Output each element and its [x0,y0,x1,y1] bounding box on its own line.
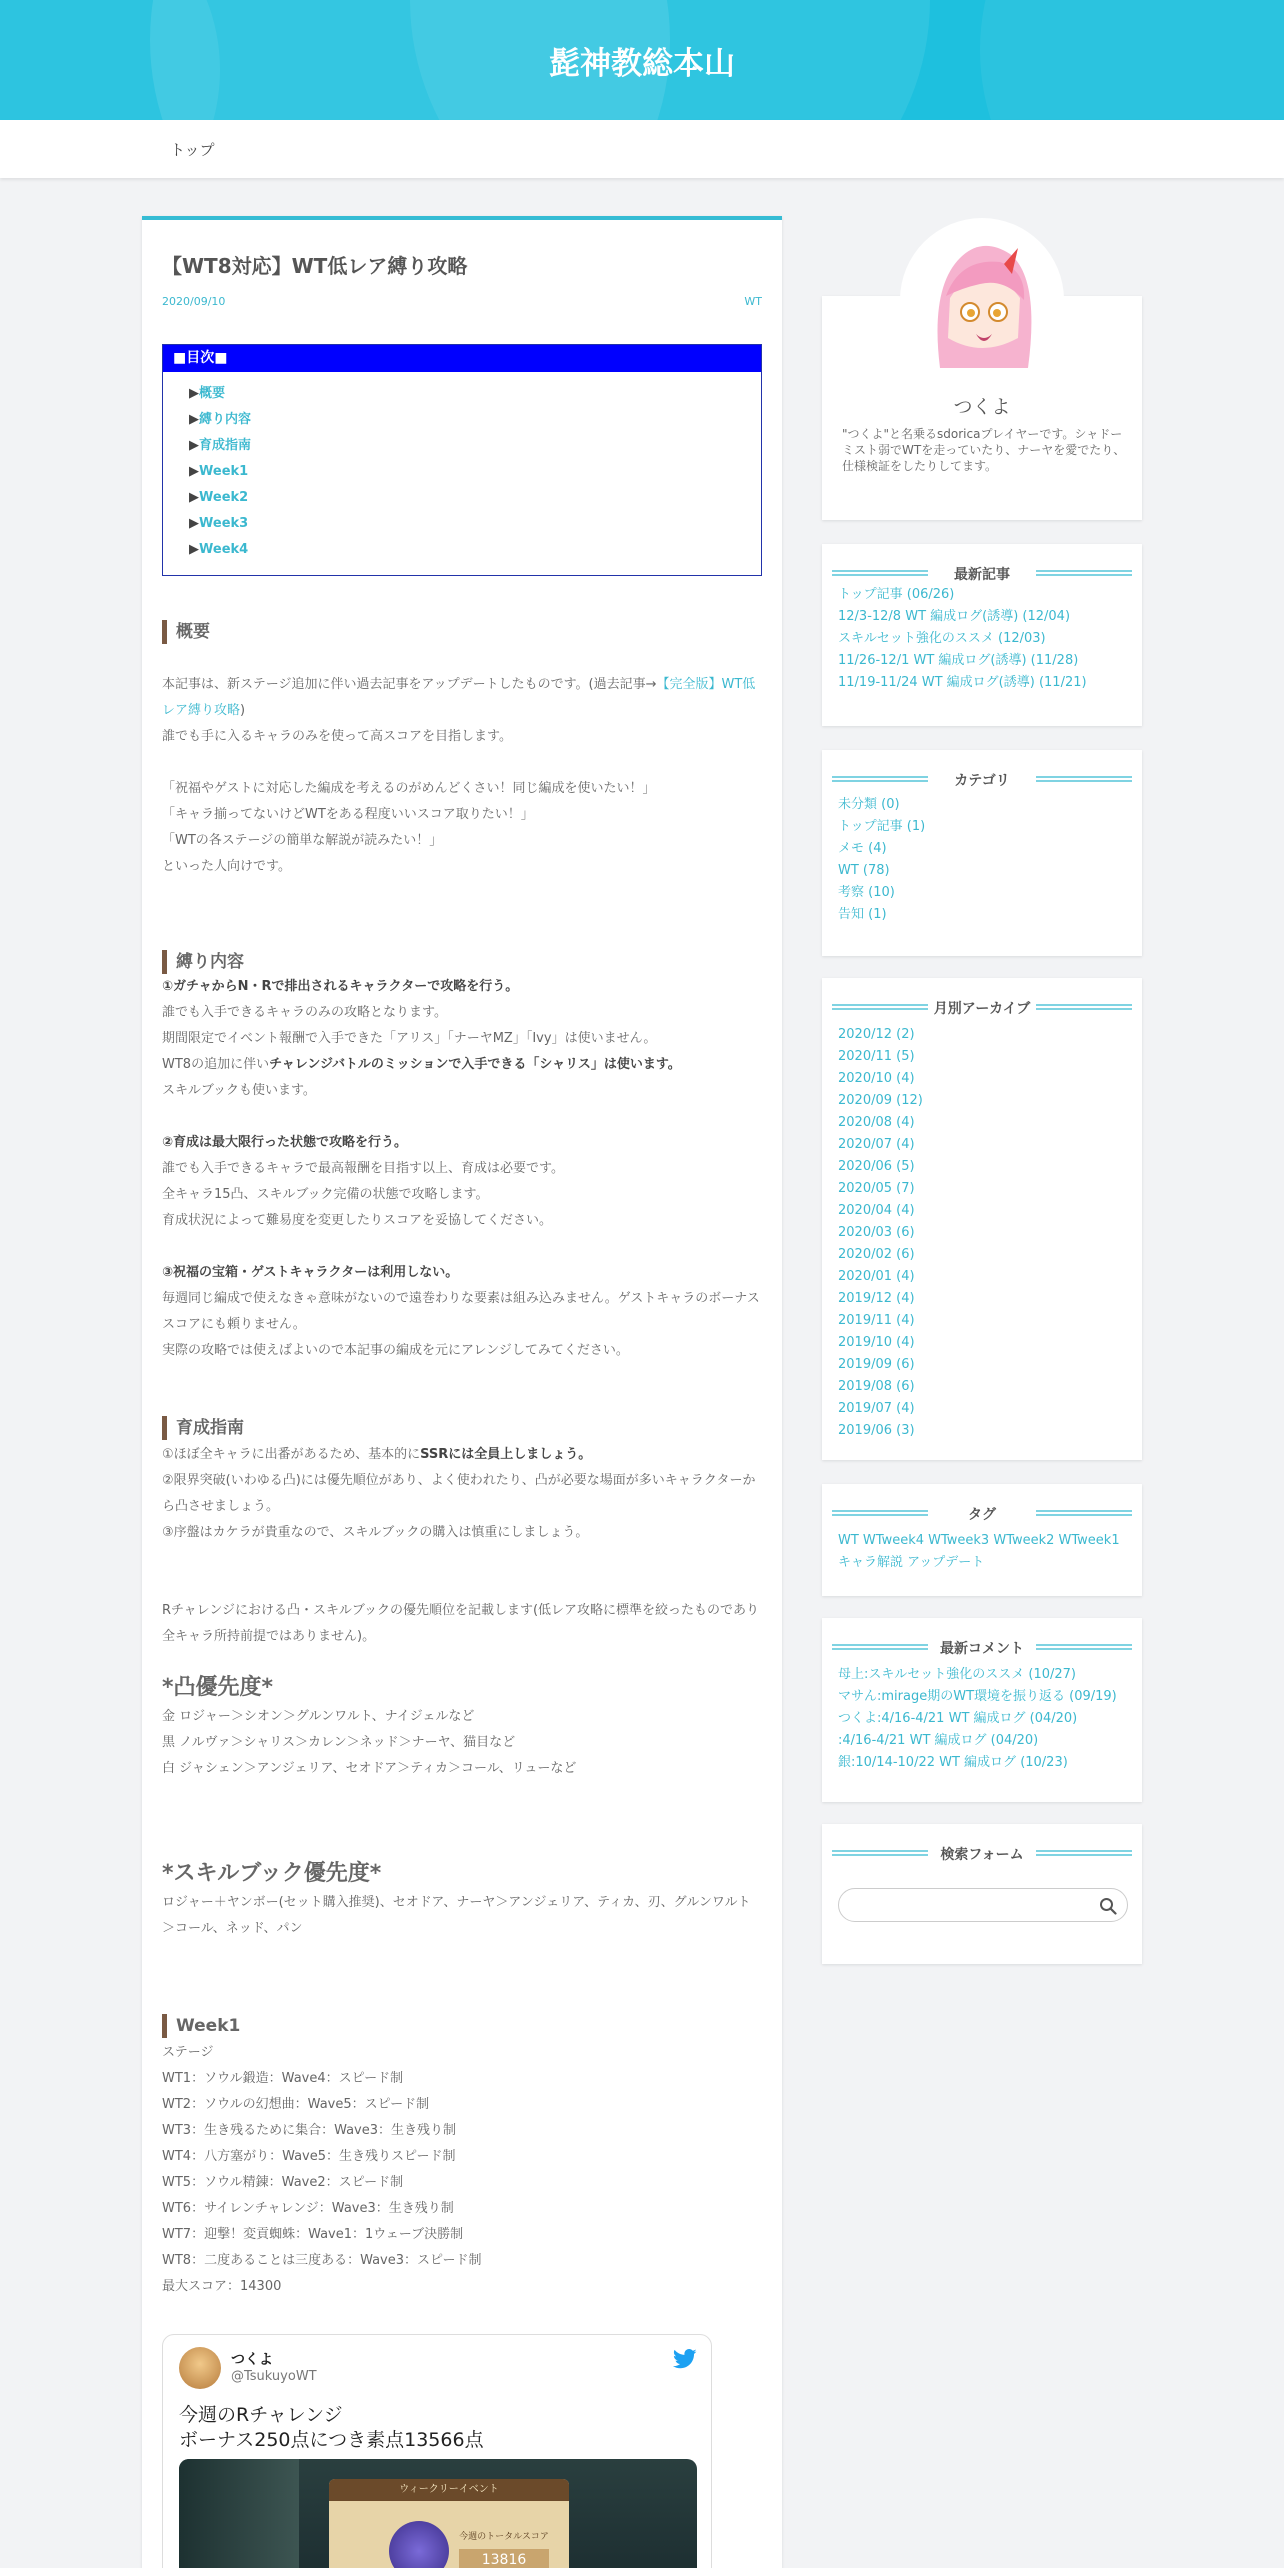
rules-text: ①ガチャからN・Rで排出されるキャラクターで攻略を行う。 誰でも入手できるキャラのみの攻略となります。 期間限定でイベント報酬で入手できた「アリス」「ナーヤMZ」「Ivy」は使いません。 WT8の追加に伴いチャレンジバトルのミッションで入手できる「シャリス」は使います。 スキルブックも使います。 ②育成は最大限行った状態で攻略を行う。 誰でも入手できるキャラで最高報酬を目指す以上、育成は必要です。 全キャラ15凸、スキルブック完備の状態で攻略します。 育成状況によって難易度を変更したりスコアを妥協してください。 ③祝福の宝箱・ゲストキャラクターは利用しない。 毎週同じ編成で使えなきゃ意味がないので遠巻わりな要素は組み込みません。ゲストキャラのボーナススコアにも頼りません。 実際の攻略では使えばよいので本記事の編成を元にアレンジしてみてください。 [162,979,760,1358]
tweet-image-score: 13816 [459,2549,549,2568]
comment-link[interactable]: マサん:mirage期のWT環境を振り返る (09/19) [838,1689,1117,1704]
overview-text: 本記事は、新ステージ追加に伴い過去記事をアップデートしたものです。(過去記事→【完全版】WT低レア縛り攻略) 誰でも手に入るキャラのみを使って高スコアを目指します。 [162,677,756,744]
article-category[interactable]: WT [744,295,762,308]
emblem-icon [389,2521,449,2568]
skillbook-heading: *スキルブック優先度* [162,1861,382,1886]
widget-heading: タグ [832,1504,1132,1522]
toc-item[interactable]: ▶育成指南 [189,438,252,453]
section-heading-week1: Week1 [162,2014,240,2038]
site-header [0,0,1284,120]
avatar-illustration-icon [900,218,1064,382]
toc-item[interactable]: ▶Week3 [189,516,249,531]
toc-item[interactable]: ▶縛り内容 [189,412,252,427]
comment-link[interactable]: 銀:10/14-10/22 WT 編成ログ (10/23) [838,1755,1068,1770]
archive-link[interactable]: 2020/09 (12) [838,1093,923,1108]
widget-heading: 最新記事 [832,564,1132,582]
search-input[interactable] [838,1888,1128,1922]
toc-item[interactable]: ▶概要 [189,386,226,401]
skillbook-text: ロジャー＋ヤンボー(セット購入推奨)、セオドア、ナーヤ＞アンジェリア、ティカ、刃、グルンワルト＞コール、ネッド、パン [162,1895,751,1936]
limit-break-heading: *凸優先度* [162,1675,274,1700]
recent-comments-widget [822,1618,1142,1802]
category-link[interactable]: 未分類 (0) [838,797,900,812]
archive-link[interactable]: 2019/08 (6) [838,1379,915,1394]
archive-link[interactable]: 2019/06 (3) [838,1423,915,1438]
archive-widget [822,978,1142,1460]
section-heading-overview: 概要 [162,620,210,644]
comment-link[interactable]: つくよ:4/16-4/21 WT 編成ログ (04/20) [838,1711,1078,1726]
tweet-author-name[interactable]: つくよ [231,2352,273,2368]
archive-link[interactable]: 2020/12 (2) [838,1027,915,1042]
recent-post-link[interactable]: スキルセット強化のススメ (12/03) [838,631,1046,646]
archive-link[interactable]: 2019/09 (6) [838,1357,915,1372]
category-link[interactable]: 考察 (10) [838,885,895,900]
archive-link[interactable]: 2020/05 (7) [838,1181,915,1196]
search-widget [822,1824,1142,1964]
nav-item-top[interactable]: トップ [170,141,215,159]
past-article-link[interactable]: 【完全版】WT低レア縛り攻略 [162,677,756,718]
widget-heading: 検索フォーム [832,1844,1132,1862]
article-card [142,216,782,2568]
tags-widget [822,1484,1142,1596]
comment-link[interactable]: 母上:スキルセット強化のススメ (10/27) [838,1667,1076,1682]
categories-widget [822,750,1142,956]
archive-link[interactable]: 2019/07 (4) [838,1401,915,1416]
category-link[interactable]: トップ記事 (1) [838,819,926,834]
toc-item[interactable]: ▶Week4 [189,542,249,557]
profile-name: つくよ [953,396,1011,418]
tweet-image-score-label: 今週のトータルスコア [459,2532,549,2542]
search-icon[interactable] [1099,1897,1117,1915]
article-title: 【WT8対応】WT低レア縛り攻略 [162,254,468,278]
section-heading-rules: 縛り内容 [162,950,244,974]
toc-item[interactable]: ▶Week2 [189,490,249,505]
profile-description: "つくよ"と名乗るsdoricaプレイヤーです。シャドーミスト弱でWTを走っていたり、ナーヤを愛でたり、仕様検証をしたりしてます。 [842,427,1126,473]
embedded-tweet[interactable] [162,2334,712,2568]
twitter-bird-icon[interactable] [673,2349,697,2369]
profile-widget [822,296,1142,520]
tweet-avatar[interactable] [179,2347,221,2389]
tweet-text: 今週のRチャレンジ ボーナス250点につき素点13566点 [179,2404,484,2451]
widget-heading: カテゴリ [832,770,1132,788]
archive-link[interactable]: 2020/10 (4) [838,1071,915,1086]
recent-post-link[interactable]: 11/19-11/24 WT 編成ログ(誘導) (11/21) [838,675,1087,690]
archive-link[interactable]: 2020/11 (5) [838,1049,915,1064]
global-nav [0,120,1284,178]
recent-post-link[interactable]: 11/26-12/1 WT 編成ログ(誘導) (11/28) [838,653,1079,668]
recent-post-link[interactable]: トップ記事 (06/26) [838,587,955,602]
tag-cloud[interactable]: WT WTweek4 WTweek3 WTweek2 WTweek1 キャラ解説 アップデート [838,1533,1120,1570]
archive-link[interactable]: 2020/06 (5) [838,1159,915,1174]
archive-link[interactable]: 2019/10 (4) [838,1335,915,1350]
training-note: Rチャレンジにおける凸・スキルブックの優先順位を記載します(低レア攻略に標準を絞ったものであり全キャラ所持前提ではありません)。 [162,1603,760,1644]
category-link[interactable]: メモ (4) [838,841,887,856]
section-heading-training: 育成指南 [162,1416,244,1440]
tweet-author-handle[interactable]: @TsukuyoWT [231,2369,317,2384]
archive-link[interactable]: 2020/03 (6) [838,1225,915,1240]
archive-link[interactable]: 2019/12 (4) [838,1291,915,1306]
archive-link[interactable]: 2019/11 (4) [838,1313,915,1328]
article-date[interactable]: 2020/09/10 [162,295,226,308]
archive-link[interactable]: 2020/07 (4) [838,1137,915,1152]
widget-heading: 月別アーカイブ [832,998,1132,1016]
category-link[interactable]: WT (78) [838,863,890,878]
site-title[interactable]: 髭神教総本山 [549,46,735,82]
toc-item[interactable]: ▶Week1 [189,464,249,479]
week1-stages: ステージ WT1：ソウル鍛造：Wave4：スピード制 WT2：ソウルの幻想曲：Wave5：スピード制 WT3：生き残るために集合：Wave3：生き残り制 WT4：八方塞がり：Wave5：生き残りスピード制 WT5：ソウル精錬：Wave2：スピード制 WT6：サイレンチャレンジ：Wave3：生き残り制 WT7：迎撃！変貢蜘蛛：Wave1：1ウェーブ決勝制 WT8：二度あることは三度ある：Wave3：スピード制 最大スコア：14300 [162,2045,482,2294]
archive-link[interactable]: 2020/02 (6) [838,1247,915,1262]
tweet-image-header: ウィークリーイベント [329,2479,569,2501]
comment-link[interactable]: :4/16-4/21 WT 編成ログ (04/20) [838,1733,1039,1748]
overview-quotes: 「祝福やゲストに対応した編成を考えるのがめんどくさい！同じ編成を使いたい！」 「キャラ揃ってないけどWTをある程度いいスコア取りたい！」 「WTの各ステージの簡単な解説が読みたい！」 といった人向けです。 [162,781,656,874]
recent-posts-widget [822,544,1142,726]
widget-heading: 最新コメント [832,1638,1132,1656]
table-of-contents [162,344,762,576]
archive-link[interactable]: 2020/08 (4) [838,1115,915,1130]
archive-link[interactable]: 2020/01 (4) [838,1269,915,1284]
tweet-image[interactable] [179,2459,697,2568]
profile-avatar[interactable] [900,218,1064,382]
category-link[interactable]: 告知 (1) [838,907,887,922]
toc-heading: ■目次■ [163,345,761,372]
limit-break-text: 金 ロジャー＞シオン＞グルンワルト、ナイジェルなど 黒 ノルヴァ＞シャリス＞カレン＞ネッド＞ナーヤ、猫目など 白 ジャシェン＞アンジェリア、セオドア＞ティカ＞コール、リューなど [162,1709,577,1776]
recent-post-link[interactable]: 12/3-12/8 WT 編成ログ(誘導) (12/04) [838,609,1071,624]
training-text: ①ほぼ全キャラに出番があるため、基本的にSSRには全員上しましょう。 ②限界突破(いわゆる凸)には優先順位があり、よく使われたり、凸が必要な場面が多いキャラクターから凸させましょう。 ③序盤はカケラが貴重なので、スキルブックの購入は慎重にしましょう。 [162,1447,756,1540]
archive-link[interactable]: 2020/04 (4) [838,1203,915,1218]
